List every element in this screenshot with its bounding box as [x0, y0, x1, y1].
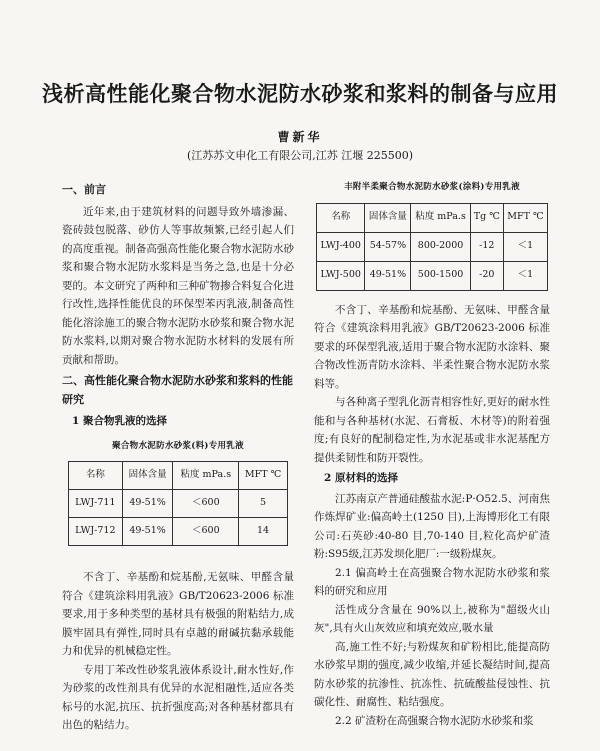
table-cell: 500-1500: [411, 261, 470, 290]
heading-raw-materials: 2 原材料的选择: [324, 472, 398, 484]
table-cell: 5: [239, 490, 288, 518]
table-2-caption: 丰附半柔聚合物水泥防水砂浆(涂料)专用乳液: [344, 182, 520, 192]
table-header-row: [317, 203, 548, 232]
table-cell: ＜1: [503, 232, 547, 261]
author-affiliation: (江苏苏文申化工有限公司,江苏 江堰 225500): [186, 149, 414, 162]
table-cell: LWJ-712: [69, 518, 123, 546]
table-cell: 54-57%: [365, 232, 411, 261]
table-cell: -12: [470, 232, 503, 261]
table-cell: 14: [239, 518, 288, 546]
table-row: [69, 490, 288, 518]
table-cell: 49-51%: [122, 518, 173, 546]
emulsion-table-2: [316, 203, 548, 291]
table-header: 名称: [317, 203, 365, 232]
paragraph-metakaolin-a: 活性成分含量在 90%以上,被称为"超级火山灰",具有火山灰效应和填充效应,吸水量: [314, 603, 550, 634]
table-header: 固体含量: [365, 203, 411, 232]
article-title: 浅析高性能化聚合物水泥防水砂浆和浆料的制备与应用: [42, 81, 558, 106]
table-header-row: [69, 462, 288, 490]
table-cell: ＜600: [173, 518, 239, 546]
paragraph-2-2-heading: 2.2 矿渣粉在高强聚合物水泥防水砂浆和浆: [335, 714, 534, 727]
table-header: 固体含量: [122, 462, 173, 490]
paragraph-2-1-heading: 2.1 偏高岭土在高强聚合物水泥防水砂浆和浆料的研究和应用: [314, 566, 550, 597]
table-cell: LWJ-711: [69, 490, 123, 518]
table-cell: 49-51%: [365, 261, 411, 290]
paragraph-raw-materials: 江苏南京产普通硅酸盐水泥:P·O52.5、河南焦作炼焊矿业:偏高岭土(1250 目),上海博形化工有限公司:石英砂:40-80 目,70-140 目,粒化高炉矿渣粉:S95级,江苏发坝化肥厂:一级粉煤灰。: [314, 492, 550, 560]
emulsion-table-1: [68, 461, 288, 546]
table-header: MFT ℃: [503, 203, 547, 232]
table-header: MFT ℃: [239, 462, 288, 490]
table-cell: ＜1: [503, 261, 547, 290]
right-column: [314, 178, 550, 730]
table-row: [317, 261, 548, 290]
table-cell: 800-2000: [411, 232, 470, 261]
paragraph-compatibility: 与各种离子型乳化沥青相容性好,更好的耐水性能和与各种基材(水泥、石膏板、木材等)的附着强度;有良好的配制稳定性,为水泥基或非水泥基配方提供柔韧性和防开裂性。: [314, 396, 550, 464]
paragraph-polymer-system: 专用丁苯改性砂浆乳液体系设计,耐水性好,作为砂浆的改性剂具有优异的水泥相融性,适应各类标号的水泥,抗压、抗折强度高;对各种基材都具有出色的粘结力。: [62, 663, 294, 731]
table-header: 粘度 mPa.s: [411, 203, 470, 232]
table-header: 粘度 mPa.s: [173, 462, 239, 490]
table-cell: LWJ-400: [317, 232, 365, 261]
author-name: 曹新华: [277, 130, 323, 144]
table-header: Tg ℃: [470, 203, 503, 232]
paragraph-metakaolin-b: 高,施工性不好;与粉煤灰和矿粉相比,能提高防水砂浆早期的强度,减少收缩,并延长凝结时间,提高防水砂浆的抗渗性、抗冻性、抗硫酸盐侵蚀性、抗碳化性、耐腐性、粘结强度。: [314, 640, 550, 708]
table-row: [69, 518, 288, 546]
table-header: 名称: [69, 462, 123, 490]
paragraph-emulsion-400-500: 不含丁、辛基酚和烷基酚、无氨味、甲醛含量符合《建筑涂料用乳液》GB/T20623-2006 标准要求的环保型乳液,适用于聚合物水泥防水涂料、聚合物改性沥青防水涂料、半柔性聚合物水泥防水浆料等。: [314, 303, 550, 390]
heading-section-2-1: 1 聚合物乳液的选择: [72, 415, 167, 427]
table-cell: 49-51%: [122, 490, 173, 518]
table-row: [317, 232, 548, 261]
table-1-caption: 聚合物水泥防水砂浆(料)专用乳液: [112, 440, 244, 451]
table-cell: LWJ-500: [317, 261, 365, 290]
heading-section-2: 二、高性能化聚合物水泥防水砂浆和浆料的性能研究: [62, 374, 293, 406]
heading-introduction: 一、前言: [62, 183, 106, 196]
table-cell: -20: [470, 261, 503, 290]
paragraph-emulsion-711-712: 不含丁、辛基酚和烷基酚,无氨味、甲醛含量符合《建筑涂料用乳液》GB/T20623-2006 标准要求,用于多种类型的基材具有极强的附粘结力,成膜牢固具有弹性,同时具有卓越的耐碱抗黏承载能力和优异的机械稳定性。: [62, 571, 294, 657]
paragraph-introduction: 近年来,由于建筑材料的问题导致外墙渗漏、瓷砖鼓包脱落、砂仿人等事故频繁,已经引起人们的高度重视。制备高强高性能化聚合物水泥防水砂浆和聚合物水泥防水浆料是当务之急,也是十分必要的。本文研究了两种和三种矿物掺合料复合化进行改性,选择性能优良的环保型苯丙乳液,制备高性能化溶涂施工的聚合物水泥防水砂浆和聚合物水泥防水浆料,以期对聚合物水泥防水材料的发展有所贡献和帮助。: [62, 205, 294, 366]
table-cell: ＜600: [173, 490, 239, 518]
left-column: [62, 178, 294, 735]
